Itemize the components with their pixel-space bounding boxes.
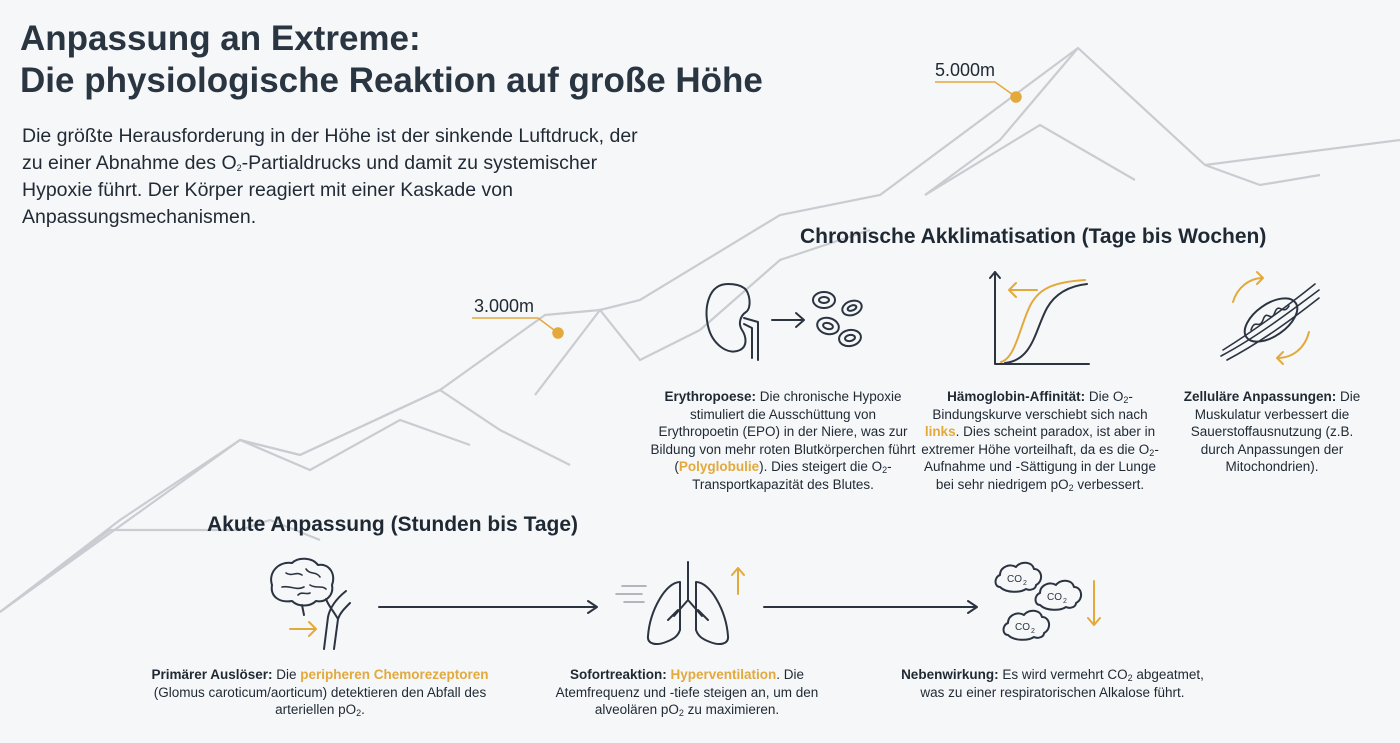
- ventilation-up-arrow: [732, 568, 744, 594]
- erythropoese-text1: Die chronische Hypoxie stimuliert die Ausschüttung von Erythropoetin (EPO) in der Niere, was zur Bildung von mehr roten Blutkörperchen führt (: [650, 389, 916, 474]
- erythropoese-label: Erythropoese:: [664, 389, 756, 404]
- cycle-arrow-top: [1233, 272, 1263, 302]
- zellulaer-description: [1172, 388, 1372, 476]
- ausloeser-sub: 2: [356, 708, 362, 718]
- sofortreaktion-label: Sofortreaktion:: [569, 667, 667, 682]
- hyperventilation-highlight: Hyperventilation: [670, 667, 777, 682]
- haemoglobin-description: [920, 388, 1160, 493]
- haemoglobin-sub3: 2: [1068, 482, 1074, 493]
- brain-stem: [302, 605, 304, 615]
- acute-section-title: Akute Anpassung (Stunden bis Tage): [207, 513, 579, 536]
- ausloeser-text2: (Glomus caroticum/aorticum) detektieren den Abfall des arteriellen pO: [153, 684, 487, 717]
- blood-cell-1: [813, 292, 835, 308]
- page-title: [20, 18, 763, 102]
- erythropoese-sub: 2: [882, 465, 888, 475]
- altitude-label-mid: 3.000m: [474, 296, 535, 316]
- zellulaer-text: Die Muskulatur verbessert die Sauerstoffausnutzung (z.B. durch Anpassungen der Mitochondrien).: [1190, 389, 1361, 474]
- nebenwirkung-label: Nebenwirkung:: [901, 667, 999, 682]
- haemoglobin-label: Hämoglobin-Affinität:: [947, 389, 1086, 404]
- brain-shape: [271, 559, 333, 606]
- zellulaer-label: Zelluläre Anpassungen:: [1183, 389, 1337, 404]
- brain-chemoreceptor-icon: [262, 555, 362, 650]
- ausloeser-description: [150, 666, 490, 719]
- haemoglobin-sub2: 2: [1149, 447, 1155, 458]
- co2-down-arrow: [1088, 581, 1100, 625]
- mountain-ridge-mid: [240, 420, 470, 470]
- altitude-label-high: 5.000m: [935, 60, 996, 80]
- co2-sub-3: 2: [1031, 628, 1035, 635]
- mitochondria-icon: [1215, 268, 1325, 368]
- co2-clouds-icon: [990, 555, 1110, 650]
- altitude-pointer-mid: [472, 318, 558, 333]
- altitude-marker-mid: [553, 328, 563, 338]
- kidney-to-cells-arrow: [772, 313, 804, 327]
- links-highlight: links: [924, 424, 956, 439]
- page-title-line2: Die physiologische Reaktion auf große Höhe: [20, 61, 763, 100]
- trachea-bronchi: [668, 562, 708, 620]
- curve-normal: [1005, 284, 1087, 363]
- nebenwirkung-text2: abgeatmet, was zu einer respiratorischen Alkalose führt.: [920, 667, 1204, 700]
- mountain-ridge-center: [535, 310, 700, 395]
- co2-sub-2: 2: [1063, 598, 1067, 605]
- carotid-artery: [324, 591, 350, 649]
- sofortreaktion-text3: zu maximieren.: [683, 702, 780, 717]
- kidney-blood-cells-icon: [700, 278, 880, 368]
- blood-cell-2: [840, 298, 864, 318]
- curve-shifted: [1001, 280, 1085, 362]
- nebenwirkung-text1: Es wird vermehrt CO: [998, 667, 1128, 682]
- ausloeser-text1: Die: [272, 667, 301, 682]
- co2-text-1: CO: [1007, 574, 1022, 585]
- flow-arrow-1: [375, 597, 605, 617]
- altitude-pointer-high: [935, 82, 1016, 97]
- erythropoese-description: [648, 388, 918, 493]
- page-title-line1: Anpassung an Extreme:: [20, 19, 421, 58]
- cycle-arrow-bottom: [1277, 332, 1309, 364]
- intro-sub: 2: [236, 163, 242, 173]
- sofortreaktion-description: [542, 666, 832, 719]
- sofortreaktion-sub: 2: [678, 708, 684, 718]
- ausloeser-label: Primärer Auslöser:: [151, 667, 273, 682]
- intro-text: [22, 123, 642, 231]
- chronic-section-title: Chronische Akklimatisation (Tage bis Wochen): [800, 225, 1267, 248]
- chemoreceptor-arrow: [290, 622, 316, 636]
- flow-arrow-2: [760, 597, 985, 617]
- polyglobulie-highlight: Polyglobulie: [678, 459, 760, 474]
- co2-text-2: CO: [1047, 592, 1062, 603]
- airflow-lines: [616, 586, 646, 602]
- intro-part1: Die größte Herausforderung in der Höhe ist der sinkende Luftdruck, der zu einer Abnahme des O: [22, 125, 638, 174]
- haemoglobin-text4: -Aufnahme und -Sättigung in der Lunge bei sehr niedrigem pO: [924, 441, 1159, 492]
- haemoglobin-text5: verbessert.: [1073, 476, 1145, 492]
- chemorezeptoren-highlight: peripheren Chemorezeptoren: [300, 667, 489, 682]
- lungs-icon: [612, 560, 762, 650]
- haemoglobin-text1: Die O: [1085, 389, 1124, 404]
- altitude-marker-high: [1011, 92, 1021, 102]
- mountain-ridge-right: [1205, 165, 1320, 185]
- brain-folds: [282, 569, 326, 595]
- erythropoese-text3: -Transportkapazität des Blutes.: [692, 459, 892, 492]
- co2-text-3: CO: [1015, 622, 1030, 633]
- haemoglobin-text2: -Bindungskurve verschiebt sich nach: [932, 389, 1148, 422]
- co2-sub-1: 2: [1023, 580, 1027, 587]
- oxygen-binding-curve-icon: [985, 270, 1095, 370]
- sofortreaktion-text2: . Die Atemfrequenz und -tiefe steigen an, um den alveolären pO: [555, 667, 819, 717]
- haemoglobin-sub1: 2: [1123, 395, 1129, 405]
- nebenwirkung-sub: 2: [1127, 673, 1133, 683]
- nebenwirkung-description: [900, 666, 1205, 701]
- erythropoese-text2: ). Dies steigert die O: [759, 459, 883, 474]
- blood-cell-4: [838, 328, 862, 348]
- haemoglobin-text3: . Dies scheint paradox, ist aber in extremer Höhe vorteilhaft, da es die O: [921, 424, 1156, 457]
- ausloeser-text3: .: [361, 702, 365, 717]
- blood-cell-3: [815, 315, 840, 336]
- curve-shift-arrow: [1009, 283, 1037, 297]
- intro-part2: -Partialdrucks und damit zu systemischer Hypoxie führt. Der Körper reagiert mit einer Kaskade von Anpassungsmechanismen.: [22, 152, 598, 228]
